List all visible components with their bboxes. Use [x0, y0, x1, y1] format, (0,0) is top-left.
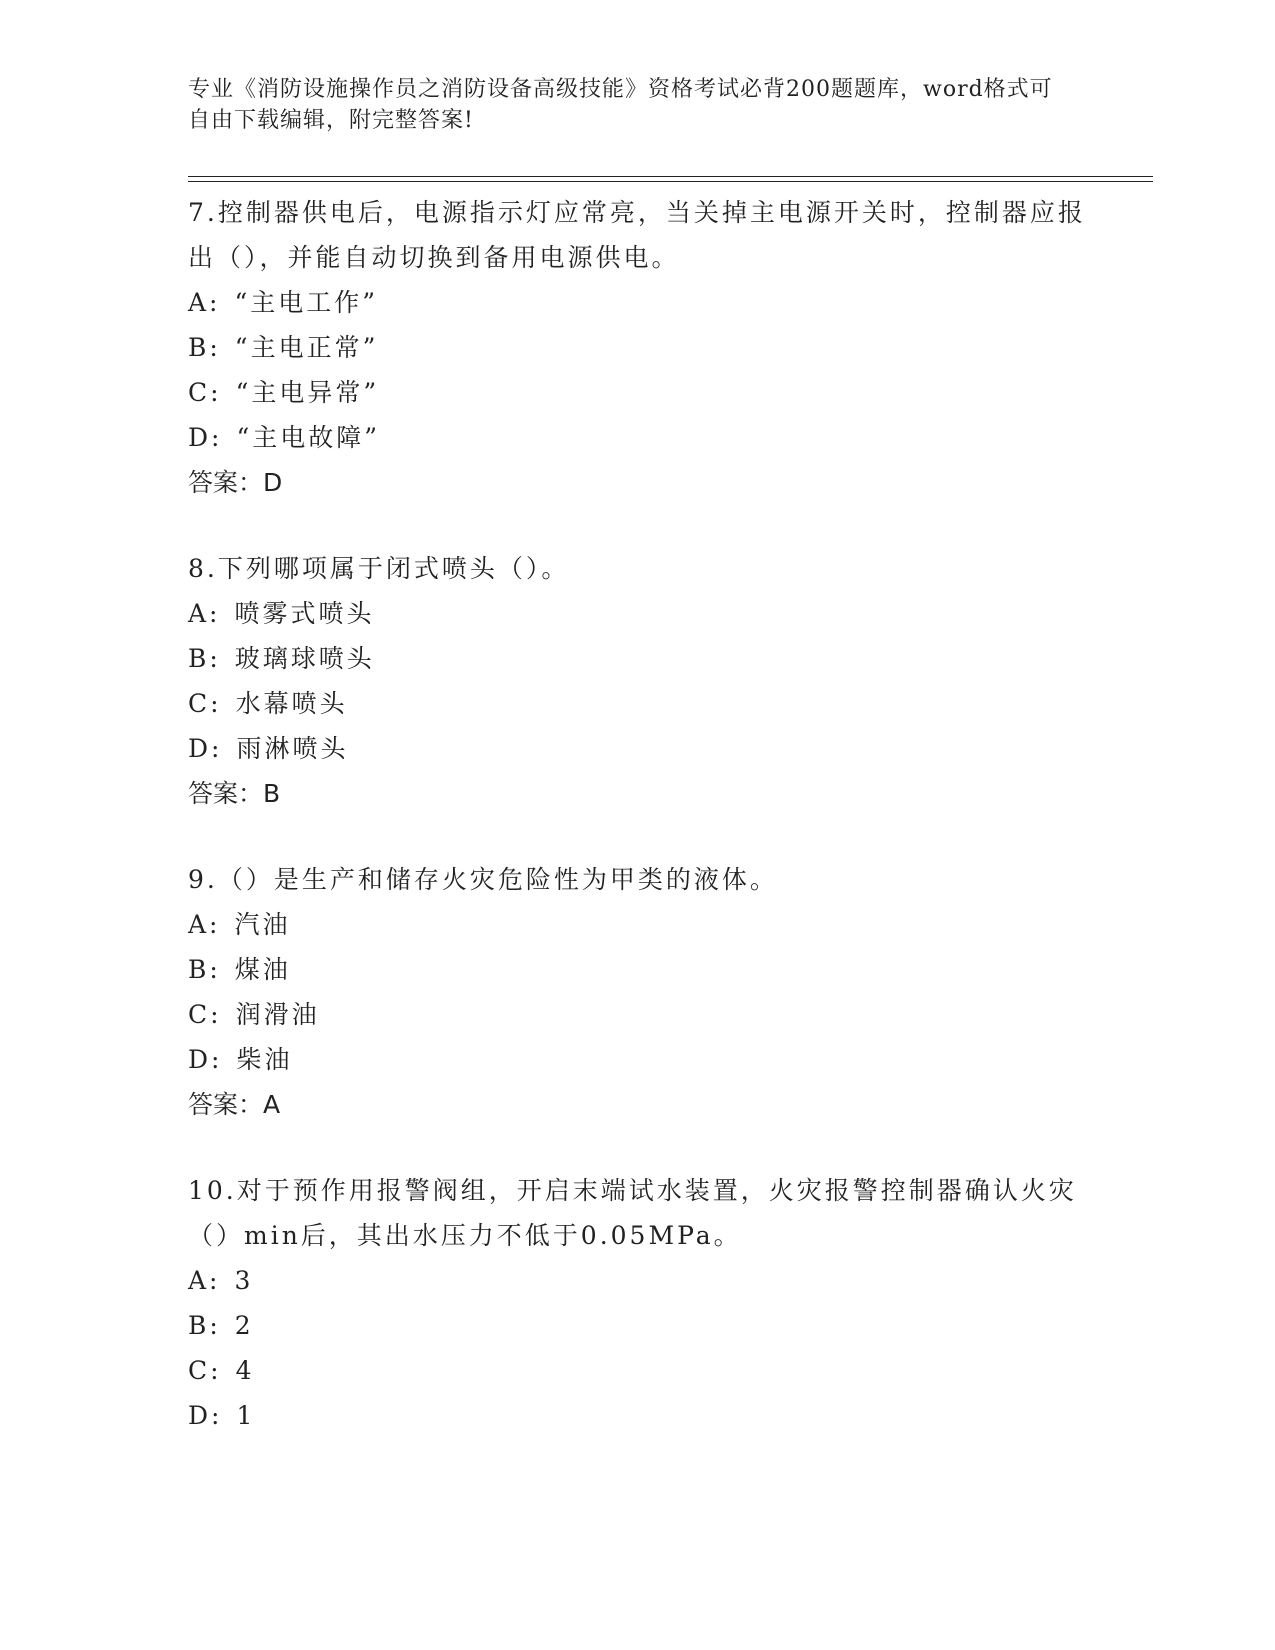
question-9 [188, 857, 1088, 1128]
question-stem: 7.控制器供电后，电源指示灯应常亮，当关掉主电源开关时，控制器应报出（），并能自动切换到备用电源供电。 [188, 198, 1086, 272]
option-d [188, 1037, 1088, 1082]
header-rule-bottom [188, 181, 1153, 182]
option-b [188, 636, 1088, 681]
option-text: 4 [235, 1356, 255, 1385]
option-letter: C: [188, 689, 222, 718]
option-text: 1 [236, 1401, 256, 1430]
option-c [188, 681, 1088, 726]
option-d [188, 726, 1088, 771]
option-a [188, 591, 1088, 636]
option-a [188, 1258, 1088, 1303]
option-text: 水幕喷头 [235, 689, 348, 718]
question-list [188, 190, 1088, 1478]
option-c [188, 1348, 1088, 1393]
option-b [188, 325, 1088, 370]
option-letter: B: [188, 955, 221, 984]
option-text: 润滑油 [235, 1000, 320, 1029]
option-c [188, 992, 1088, 1037]
question-10 [188, 1168, 1088, 1438]
question-stem: 8.下列哪项属于闭式喷头（）。 [188, 554, 570, 583]
option-text: “主电故障” [236, 423, 381, 452]
option-c [188, 370, 1088, 415]
option-text: 煤油 [234, 955, 291, 984]
option-letter: D: [188, 1401, 223, 1430]
option-letter: C: [188, 1000, 222, 1029]
option-letter: B: [188, 644, 221, 673]
option-letter: B: [188, 333, 221, 362]
option-letter: D: [188, 1045, 223, 1074]
answer-line: 答案：A [188, 1090, 281, 1119]
option-letter: C: [188, 1356, 222, 1385]
option-text: 3 [234, 1266, 254, 1295]
option-text: 汽油 [234, 910, 291, 939]
option-b [188, 1303, 1088, 1348]
option-text: 玻璃球喷头 [234, 644, 375, 673]
question-stem: 9.（）是生产和储存火灾危险性为甲类的液体。 [188, 865, 778, 894]
option-text: 2 [234, 1311, 254, 1340]
option-letter: A: [188, 599, 221, 628]
question-stem: 10.对于预作用报警阀组，开启末端试水装置，火灾报警控制器确认火灾（）min后，其出水压力不低于0.05MPa。 [188, 1176, 1077, 1250]
document-header: 专业《消防设施操作员之消防设备高级技能》资格考试必背200题题库，word格式可自由下载编辑，附完整答案! [188, 77, 1053, 133]
option-letter: A: [188, 288, 221, 317]
option-text: “主电正常” [234, 333, 379, 362]
option-text: “主电异常” [235, 378, 380, 407]
option-d [188, 1393, 1088, 1438]
question-8 [188, 546, 1088, 817]
option-letter: A: [188, 1266, 221, 1295]
option-b [188, 947, 1088, 992]
option-letter: C: [188, 378, 222, 407]
option-letter: A: [188, 910, 221, 939]
option-letter: D: [188, 734, 223, 763]
question-7 [188, 190, 1088, 506]
answer-line: 答案：B [188, 779, 281, 808]
option-a [188, 280, 1088, 325]
header-rule-top [188, 176, 1153, 177]
option-letter: D: [188, 423, 223, 452]
option-text: 雨淋喷头 [236, 734, 349, 763]
option-text: 喷雾式喷头 [234, 599, 375, 628]
option-a [188, 902, 1088, 947]
option-letter: B: [188, 1311, 221, 1340]
option-d [188, 415, 1088, 460]
option-text: 柴油 [236, 1045, 293, 1074]
answer-line: 答案：D [188, 468, 283, 497]
option-text: “主电工作” [234, 288, 379, 317]
